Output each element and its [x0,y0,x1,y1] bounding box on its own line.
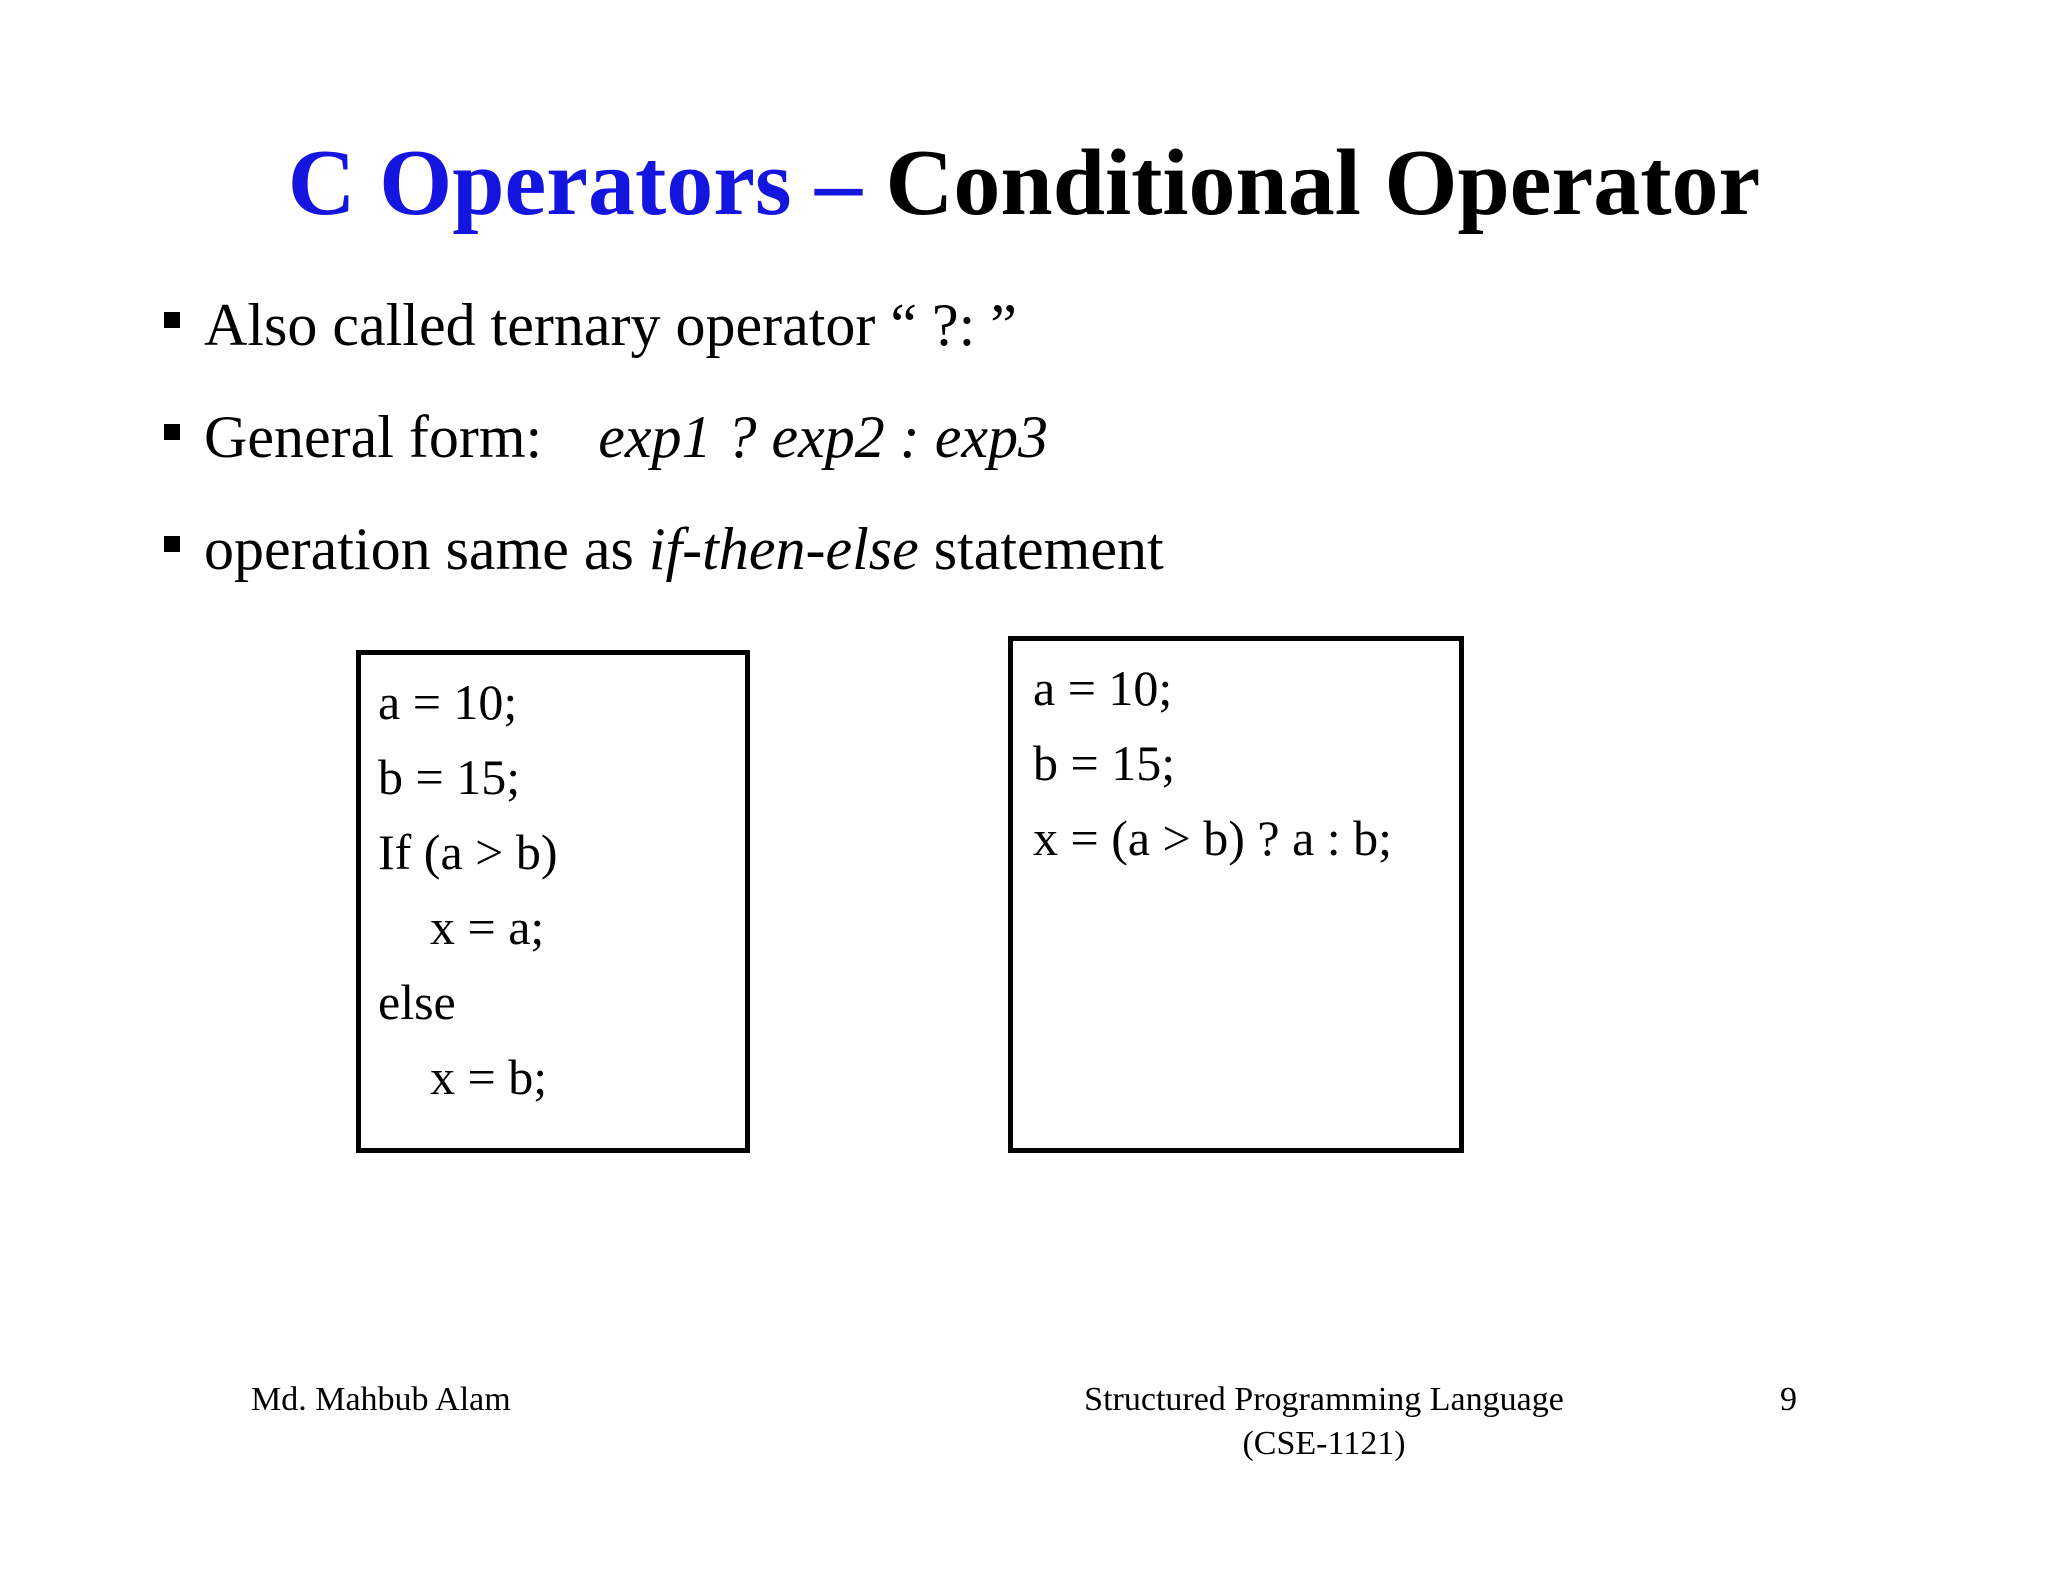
code-line: b = 15; [378,749,521,805]
general-form-expression: exp1 ? exp2 : exp3 [598,404,1048,470]
if-else-code-box [356,650,750,1153]
code-lines [378,665,558,1115]
code-line: else [378,974,456,1030]
bullet-text [204,509,1164,589]
code-line: x = a; [430,899,545,955]
square-bullet-icon [164,312,180,328]
code-lines [1033,651,1392,876]
title-subtopic: Conditional Operator [885,131,1761,235]
code-line: x = b; [430,1049,548,1105]
code-line: If (a > b) [378,824,558,880]
page-number: 9 [1780,1381,1797,1418]
if-then-else-term: if-then-else [648,516,919,582]
bullet-prefix: General form: [204,404,543,470]
bullet-suffix: statement [918,516,1164,582]
code-line: x = (a > b) ? a : b; [1033,810,1393,866]
bullet-text [204,397,1048,477]
slide-title [0,128,2048,238]
code-line: a = 10; [1033,660,1173,716]
course-code: (CSE-1121) [1242,1425,1406,1462]
code-line: a = 10; [378,674,518,730]
code-line: b = 15; [1033,735,1176,791]
bullet-text: Also called ternary operator “ ?: ” [204,292,1017,358]
course-name: Structured Programming Language [1084,1381,1564,1418]
footer-author: Md. Mahbub Alam [251,1381,511,1418]
square-bullet-icon [164,536,180,552]
title-topic: C Operators – [287,131,886,235]
bullet-prefix: operation same as [204,516,649,582]
footer-course [1024,1378,1624,1466]
ternary-code-box [1008,636,1464,1153]
square-bullet-icon [164,424,180,440]
